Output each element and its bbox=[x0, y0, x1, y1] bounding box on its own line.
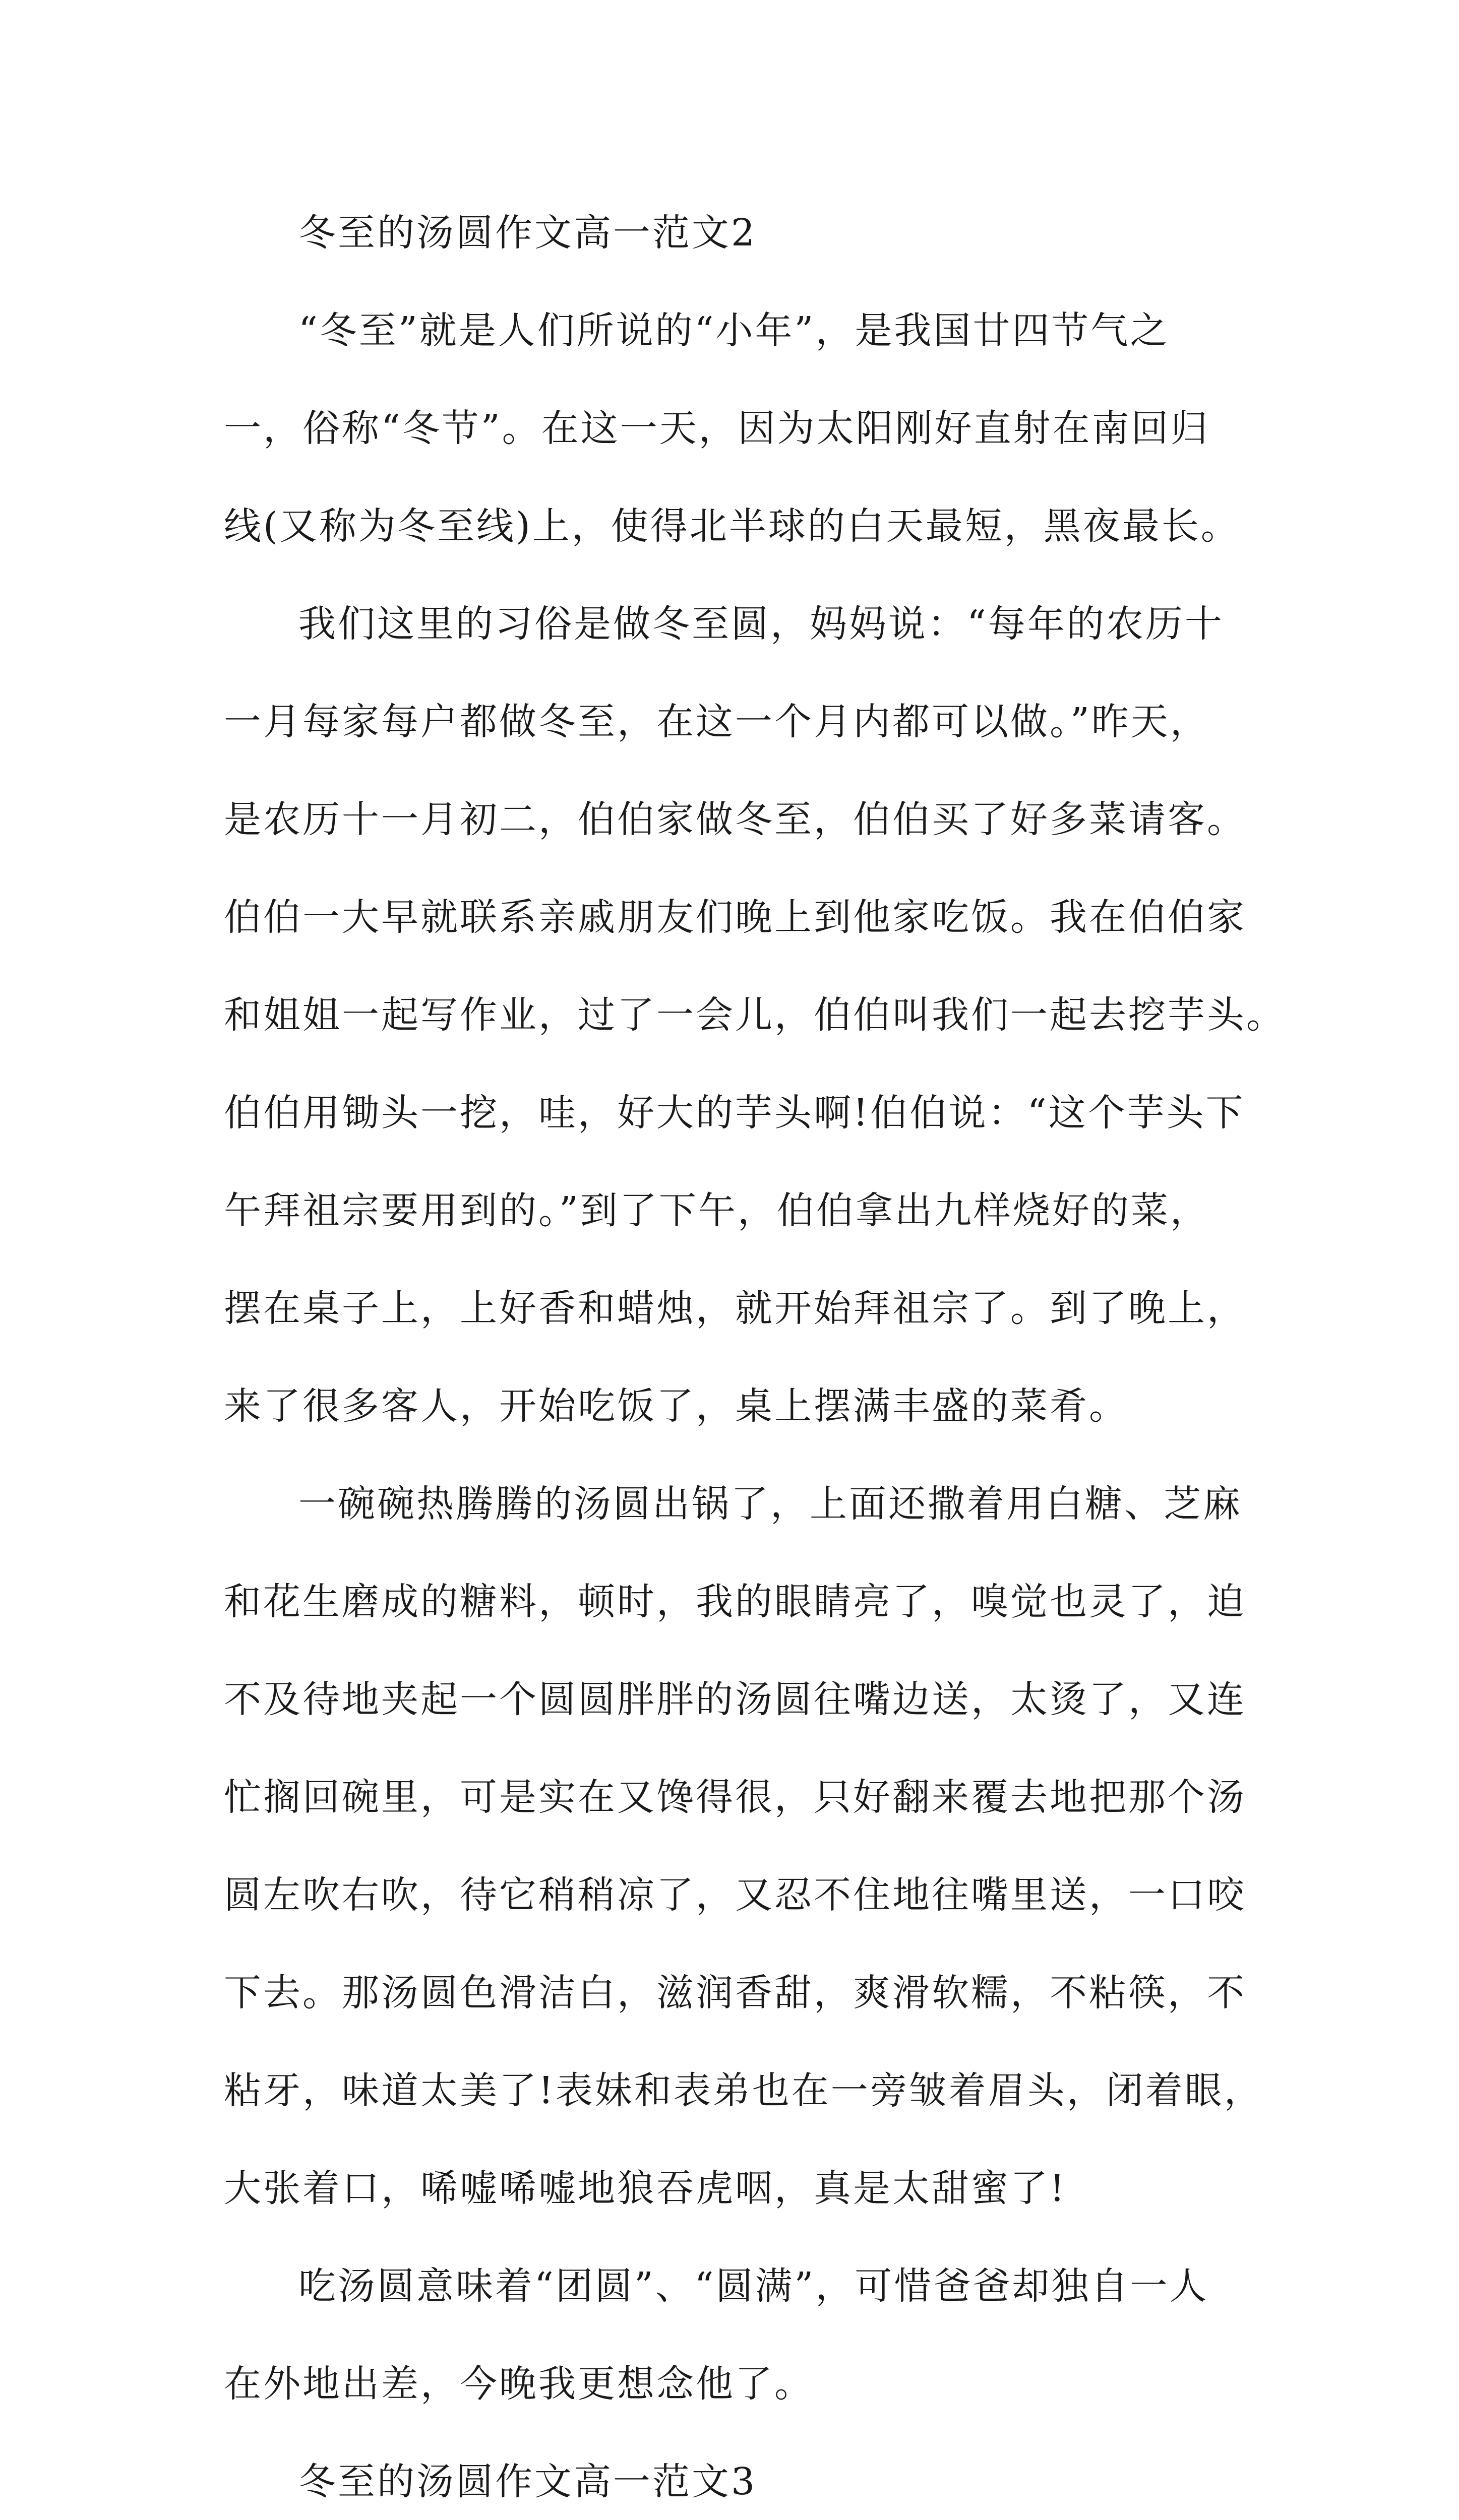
text-line: 伯伯一大早就联系亲戚朋友们晚上到他家吃饭。我在伯伯家 bbox=[224, 896, 1246, 939]
text-line: 吃汤圆意味着“团圆”、“圆满”，可惜爸爸却独自一人 bbox=[298, 2264, 1209, 2308]
text-line: 大张着口，唏嘘唏嘘地狼吞虎咽，真是太甜蜜了! bbox=[224, 2167, 1067, 2210]
text-line: 和姐姐一起写作业，过了一会儿，伯伯叫我们一起去挖芋头。 bbox=[224, 993, 1286, 1037]
text-line: 下去。那汤圆色滑洁白，滋润香甜，爽滑软糯，不粘筷，不 bbox=[224, 1971, 1246, 2014]
text-line: 是农历十一月初二，伯伯家做冬至，伯伯买了好多菜请客。 bbox=[224, 798, 1246, 841]
section-heading: 冬至的汤圆作文高一范文3 bbox=[298, 2460, 757, 2503]
section-heading: 冬至的汤圆作文高一范文2 bbox=[298, 211, 757, 255]
text-line: 一月每家每户都做冬至，在这一个月内都可以做。”昨天， bbox=[224, 700, 1209, 743]
text-line: 线(又称为冬至线)上，使得北半球的白天最短，黑夜最长。 bbox=[224, 505, 1240, 548]
text-line: 圆左吹右吹，待它稍稍凉了，又忍不住地往嘴里送，一口咬 bbox=[224, 1873, 1246, 1917]
text-line: 摆在桌子上，上好香和蜡烛，就开始拜祖宗了。到了晚上， bbox=[224, 1287, 1246, 1330]
text-line: 和花生磨成的糖料，顿时，我的眼睛亮了，嗅觉也灵了，迫 bbox=[224, 1580, 1246, 1623]
text-line: 不及待地夹起一个圆圆胖胖的汤圆往嘴边送，太烫了，又连 bbox=[224, 1678, 1246, 1721]
text-line: 粘牙，味道太美了!表妹和表弟也在一旁皱着眉头，闭着眼， bbox=[224, 2069, 1263, 2112]
text-line: 我们这里的习俗是做冬至圆，妈妈说：“每年的农历十 bbox=[298, 602, 1224, 646]
text-line: 伯伯用锄头一挖，哇，好大的芋头啊!伯伯说：“这个芋头下 bbox=[224, 1091, 1245, 1135]
text-line: 在外地出差，今晚我更想念他了。 bbox=[224, 2362, 814, 2406]
text-line: 来了很多客人，开始吃饭了，桌上摆满丰盛的菜肴。 bbox=[224, 1384, 1128, 1428]
document-body bbox=[224, 184, 1286, 2520]
text-line: 一，俗称“冬节”。在这一天，因为太阳刚好直射在南回归 bbox=[224, 407, 1210, 450]
text-line: 午拜祖宗要用到的。”到了下午，伯伯拿出九样烧好的菜， bbox=[224, 1189, 1209, 1232]
text-line: 忙搁回碗里，可是实在又馋得很，只好翻来覆去地把那个汤 bbox=[224, 1776, 1246, 1819]
text-line: “冬至”就是人们所说的“小年”，是我国廿四节气之 bbox=[298, 309, 1170, 352]
text-line: 一碗碗热腾腾的汤圆出锅了，上面还撒着用白糖、芝麻 bbox=[298, 1482, 1242, 1526]
